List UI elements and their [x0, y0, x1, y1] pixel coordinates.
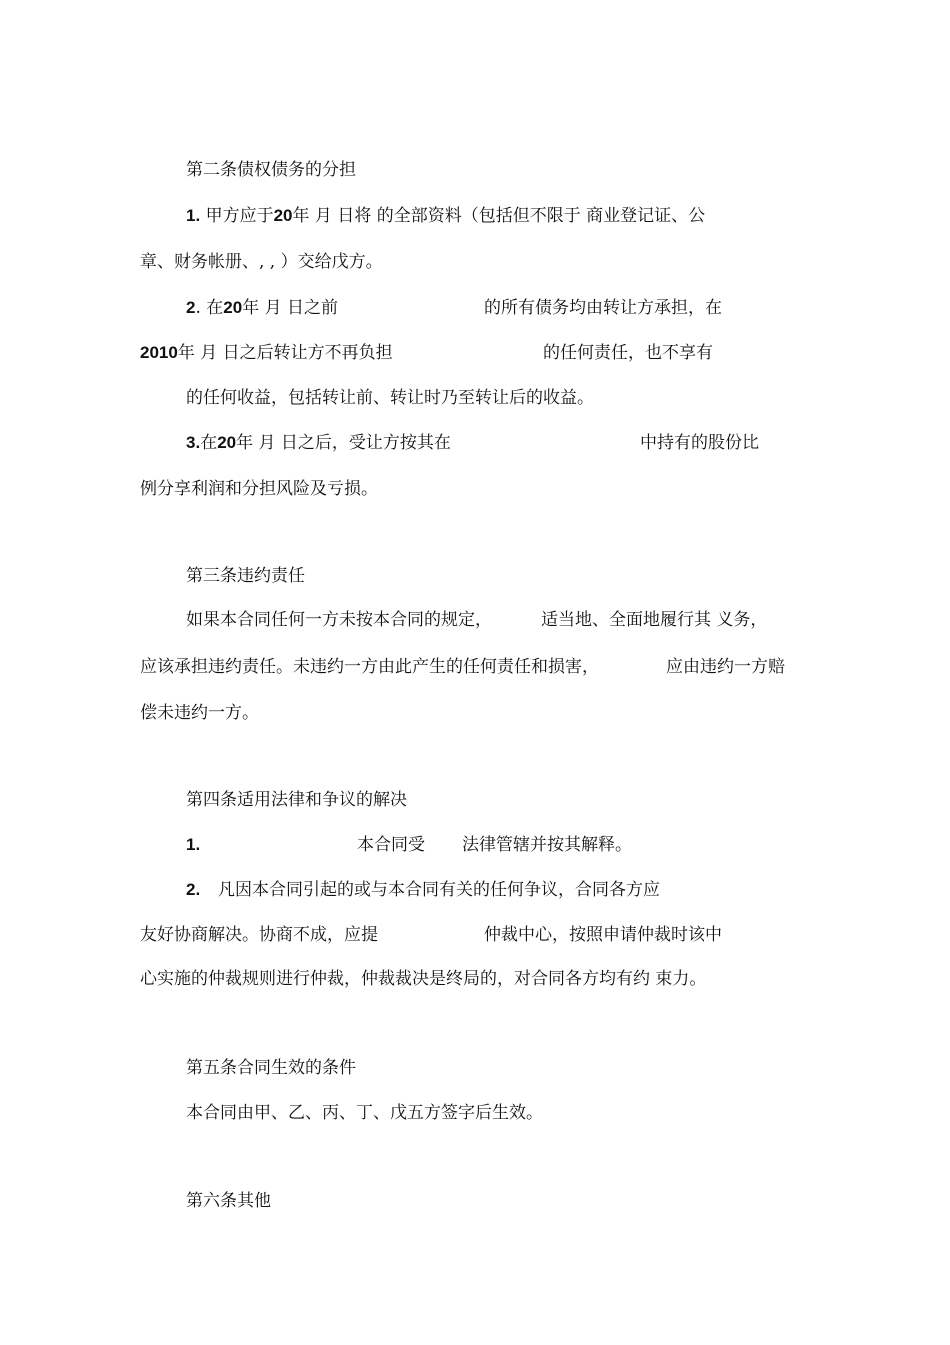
article-3-title: 第三条违约责任 [186, 566, 305, 586]
text: 在 [200, 433, 218, 453]
article-4-item-2-line-2: 友好协商解决。协商不成，应提 [140, 925, 378, 945]
article-2-title: 第二条债权债务的分担 [186, 160, 356, 180]
article-4-item-1-number: 1. [186, 835, 201, 854]
article-3-line-1: 如果本合同任何一方未按本合同的规定， [186, 610, 492, 630]
article-4-title: 第四条适用法律和争议的解决 [186, 790, 407, 810]
year: 20 [273, 206, 293, 225]
article-2-para-3-line-1-tail: 中持有的股份比 [640, 433, 759, 453]
article-2-para-2-line-2 [140, 342, 393, 364]
article-4-item-1-tail: 法律管辖并按其解释。 [462, 835, 632, 855]
article-2-para-2-line-1 [186, 297, 338, 319]
article-2-para-3-line-2: 例分享利润和分担风险及亏损。 [140, 479, 378, 499]
article-5-title: 第五条合同生效的条件 [186, 1058, 356, 1078]
item-number: 3. [186, 433, 201, 452]
article-4-item-1-text: 本合同受 [357, 835, 425, 855]
text: 年 月 日之前 [242, 298, 339, 318]
article-2-para-1-line-2: 章、财务帐册、, , ）交给戊方。 [140, 252, 383, 272]
article-4-item-2-line-1: 凡因本合同引起的或与本合同有关的任何争议，合同各方应 [218, 880, 660, 900]
text: 年 月 日将 的全部资料（包括但不限于 商业登记证、公 [292, 206, 706, 226]
article-4-item-2-number: 2. [186, 880, 201, 899]
article-2-para-2-line-3: 的任何收益，包括转让前、转让时乃至转让后的收益。 [186, 388, 594, 408]
article-2-para-2-line-1-tail: 的所有债务均由转让方承担，在 [484, 298, 722, 318]
article-6-title: 第六条其他 [186, 1191, 271, 1211]
item-number: 2 [186, 298, 196, 317]
text: 甲方应于 [205, 206, 274, 226]
text: 年 月 日之后，受让方按其在 [236, 433, 451, 453]
article-4-item-2-line-2-tail: 仲裁中心，按照申请仲裁时该中 [484, 925, 722, 945]
article-3-line-1-tail: 适当地、全面地履行其 义务， [541, 610, 768, 630]
article-2-para-3-line-1 [186, 432, 451, 454]
article-3-line-2: 应该承担违约责任。未违约一方由此产生的任何责任和损害， [140, 657, 599, 677]
article-4-item-2-line-3: 心实施的仲裁规则进行仲裁，仲裁裁决是终局的，对合同各方均有约 束力。 [140, 969, 707, 989]
article-2-para-2-line-2-tail: 的任何责任，也不享有 [543, 343, 713, 363]
text: . 在 [195, 298, 224, 318]
item-number: 1. [186, 206, 201, 225]
article-2-para-1-line-1 [186, 205, 705, 227]
text: 年 月 日之后转让方不再负担 [177, 343, 393, 363]
article-3-line-2-tail: 应由违约一方赔 [666, 657, 785, 677]
year: 20 [217, 433, 237, 452]
article-5-line-1: 本合同由甲、乙、丙、丁、戊五方签字后生效。 [186, 1103, 543, 1123]
article-3-line-3: 偿未违约一方。 [140, 703, 259, 723]
year: 2010 [140, 343, 178, 362]
year: 20 [223, 298, 243, 317]
